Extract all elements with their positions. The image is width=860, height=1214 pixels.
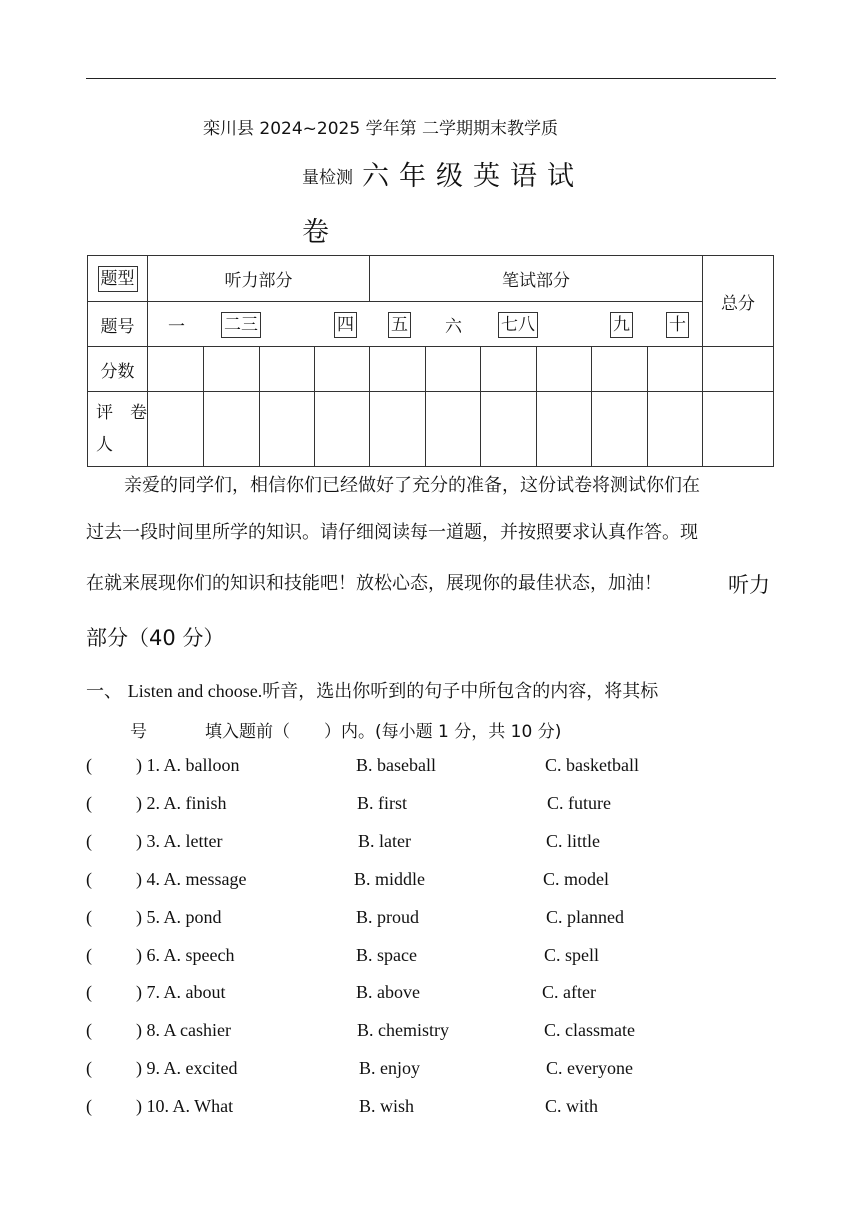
total-header: 总分 [703, 256, 774, 347]
question-item [86, 1020, 776, 1044]
option-c: C. model [543, 869, 609, 889]
option-a: ) 6. A. speech [136, 945, 235, 965]
answer-paren[interactable]: ( [86, 755, 92, 775]
q-num-1: 一 [168, 317, 185, 337]
answer-paren[interactable]: ( [86, 869, 92, 889]
score-cell[interactable] [315, 347, 370, 392]
question-item [86, 982, 776, 1006]
grader-cell[interactable] [648, 392, 703, 467]
option-c: C. after [542, 982, 596, 1002]
score-table [87, 255, 774, 467]
option-b: B. wish [359, 1096, 415, 1116]
question-item [86, 945, 776, 969]
answer-paren[interactable]: ( [86, 1058, 92, 1078]
grader-cell[interactable] [204, 392, 260, 467]
option-c: C. future [547, 793, 611, 813]
option-a: ) 10. A. What [136, 1096, 234, 1116]
answer-paren[interactable]: ( [86, 1020, 92, 1040]
answer-paren[interactable]: ( [86, 945, 92, 965]
option-a: ) 7. A. about [136, 982, 226, 1002]
written-header: 笔试部分 [370, 256, 703, 302]
q-num-4: 四 [334, 312, 357, 338]
option-b: B. first [357, 793, 408, 813]
grader-cell[interactable] [315, 392, 370, 467]
option-a: ) 5. A. pond [136, 907, 222, 927]
grader-cell[interactable] [537, 392, 592, 467]
answer-paren[interactable]: ( [86, 831, 92, 851]
score-cell[interactable] [148, 347, 204, 392]
answer-paren[interactable]: ( [86, 982, 92, 1002]
grader-cell[interactable] [481, 392, 537, 467]
grader-cell[interactable] [426, 392, 481, 467]
option-a: ) 2. A. finish [136, 793, 227, 813]
question-item [86, 907, 776, 931]
answer-paren[interactable]: ( [86, 1096, 92, 1116]
title-line-2a: 量检测 [302, 168, 353, 188]
option-a: ) 1. A. balloon [136, 755, 240, 775]
option-c: C. everyone [546, 1058, 633, 1078]
intro-line-3: 在就来展现你们的知识和技能吧！放松心态，展现你的最佳状态，加油！ [86, 573, 662, 594]
score-cell[interactable] [648, 347, 703, 392]
option-c: C. basketball [545, 755, 639, 775]
grader-label: 评 卷 人 [88, 392, 148, 467]
type-header: 题型 [88, 256, 148, 302]
option-b: B. chemistry [357, 1020, 449, 1040]
question-item [86, 1058, 776, 1082]
score-cell[interactable] [592, 347, 648, 392]
option-a: ) 9. A. excited [136, 1058, 238, 1078]
grader-cell[interactable] [703, 392, 774, 467]
option-b: B. proud [356, 907, 419, 927]
q-num-9: 九 [610, 312, 633, 338]
option-b: B. above [356, 982, 420, 1002]
intro-line-1: 亲爱的同学们，相信你们已经做好了充分的准备，这份试卷将测试你们在 [124, 475, 700, 496]
score-cell[interactable] [426, 347, 481, 392]
question-item [86, 869, 776, 893]
listening-header: 听力部分 [148, 256, 370, 302]
title-line-2b: 六年级英语试 [362, 161, 584, 192]
q-num-5: 五 [388, 312, 411, 338]
grader-cell[interactable] [370, 392, 426, 467]
grader-cell[interactable] [260, 392, 315, 467]
question-item [86, 793, 776, 817]
title-line-3: 卷 [302, 217, 329, 248]
section1-heading-line2: 号 填入题前（ ）内。(每小题 1 分，共 10 分) [130, 722, 562, 742]
option-b: B. space [356, 945, 417, 965]
total-score-cell[interactable] [703, 347, 774, 392]
option-b: B. middle [354, 869, 425, 889]
title-line-1: 栾川县 2024~2025 学年第 二学期期末教学质 [203, 119, 558, 139]
question-item [86, 1096, 776, 1120]
grader-cell[interactable] [592, 392, 648, 467]
q-num-2-3: 二三 [221, 312, 261, 338]
score-cell[interactable] [370, 347, 426, 392]
option-b: B. later [358, 831, 411, 851]
score-cell[interactable] [481, 347, 537, 392]
answer-paren[interactable]: ( [86, 793, 92, 813]
q-num-6: 六 [445, 317, 462, 337]
q-num-7-8: 七八 [498, 312, 538, 338]
part-heading-b: 部分（40 分） [86, 626, 225, 650]
grader-cell[interactable] [148, 392, 204, 467]
answer-paren[interactable]: ( [86, 907, 92, 927]
question-item [86, 755, 776, 779]
top-rule [86, 78, 776, 79]
option-c: C. spell [544, 945, 600, 965]
option-a: ) 3. A. letter [136, 831, 223, 851]
score-cell[interactable] [204, 347, 260, 392]
option-c: C. with [545, 1096, 599, 1116]
score-label: 分数 [88, 347, 148, 392]
score-cell[interactable] [537, 347, 592, 392]
option-c: C. classmate [544, 1020, 635, 1040]
option-a: ) 4. A. message [136, 869, 247, 889]
question-numbers [148, 302, 703, 347]
intro-line-2: 过去一段时间里所学的知识。请仔细阅读每一道题，并按照要求认真作答。现 [86, 522, 698, 543]
part-heading-a: 听力 [728, 573, 770, 597]
option-b: B. enjoy [359, 1058, 420, 1078]
option-a: ) 8. A cashier [136, 1020, 231, 1040]
number-label: 题号 [88, 302, 148, 347]
option-c: C. little [546, 831, 600, 851]
option-b: B. baseball [356, 755, 436, 775]
q-num-10: 十 [666, 312, 689, 338]
question-item [86, 831, 776, 855]
score-cell[interactable] [260, 347, 315, 392]
option-c: C. planned [546, 907, 624, 927]
section1-heading: 一、 Listen and choose.听音，选出你听到的句子中所包含的内容，将其标 [86, 681, 659, 702]
